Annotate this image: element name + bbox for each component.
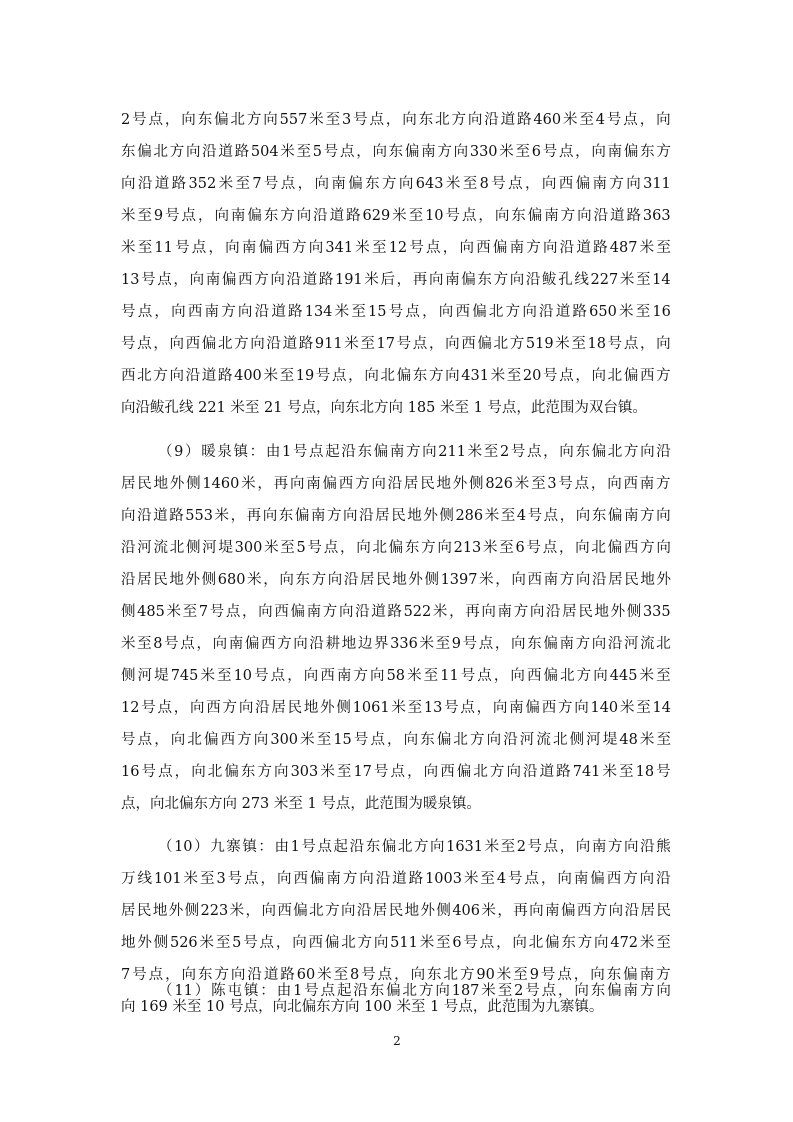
text-line: 米 至 8 号 点 ， 向 南 偏 西 方 向 沿 耕 地 边 界 336 米 至 9 号 点 ， 向 东 偏 南 方 向 沿 河 流 北 bbox=[121, 636, 671, 652]
text-line: 16 号 点 ， 向 北 偏 东 方 向 303 米 至 17 号 点 ， 向 西 偏 北 方 向 沿 道 路 741 米 至 18 号 bbox=[121, 764, 671, 780]
text-line: 向沿鲅孔线 221 米至 21 号点，向东北方向 185 米至 1 号点，此范围为双台镇。 bbox=[121, 400, 647, 416]
text-line: 西 北 方 向 沿 道 路 400 米 至 19 号 点 ， 向 北 偏 东 方 向 431 米 至 20 号 点 ， 向 北 偏 西 方 bbox=[121, 368, 671, 384]
text-line: 7 号 点 ， 向 东 方 向 沿 道 路 60 米 至 8 号 点 ， 向 东 北 方 90 米 至 9 号 点 ， 向 东 偏 南 方 bbox=[121, 967, 671, 983]
text-line: 侧 河 堤 745 米 至 10 号 点 ， 向 西 南 方 向 58 米 至 11 号 点 ， 向 西 偏 北 方 向 445 米 至 bbox=[121, 668, 671, 684]
text-line: 13 号 点 ， 向 南 偏 西 方 向 沿 道 路 191 米 后 ， 再 向 南 偏 东 方 向 沿 鲅 孔 线 227 米 至 14 bbox=[121, 272, 671, 288]
text-line: 地 外 侧 526 米 至 5 号 点 ， 向 西 偏 北 方 向 511 米 至 6 号 点 ， 向 北 偏 东 方 向 472 米 至 bbox=[121, 935, 671, 951]
text-line: 向 沿 道 路 553 米 ， 再 向 东 偏 南 方 向 沿 居 民 地 外 侧 286 米 至 4 号 点 ， 向 东 偏 南 方 向 bbox=[121, 508, 671, 524]
text-line: （ 9 ） 暖 泉 镇 ： 由 1 号 点 起 沿 东 偏 南 方 向 211 米 至 2 号 点 ， 向 东 偏 北 方 向 沿 bbox=[158, 444, 671, 460]
text-line: 米 至 11 号 点 ， 向 南 偏 西 方 向 341 米 至 12 号 点 ， 向 西 偏 南 方 向 沿 道 路 487 米 至 bbox=[121, 240, 671, 256]
text-line: 向 沿 道 路 352 米 至 7 号 点 ， 向 南 偏 东 方 向 643 米 至 8 号 点 ， 向 西 偏 南 方 向 311 bbox=[121, 176, 671, 192]
text-line: 号 点 ， 向 北 偏 西 方 向 300 米 至 15 号 点 ， 向 东 偏 北 方 向 沿 河 流 北 侧 河 堤 48 米 至 bbox=[121, 732, 671, 748]
text-line: 号 点 ， 向 西 偏 北 方 向 沿 道 路 911 米 至 17 号 点 ， 向 西 偏 北 方 519 米 至 18 号 点 ， 向 bbox=[121, 336, 671, 352]
text-line: 沿 居 民 地 外 侧 680 米 ， 向 东 方 向 沿 居 民 地 外 侧 1397 米 ， 向 西 南 方 向 沿 居 民 地 外 bbox=[121, 572, 671, 588]
text-line: 万 线 101 米 至 3 号 点 ， 向 西 偏 南 方 向 沿 道 路 1003 米 至 4 号 点 ， 向 南 偏 西 方 向 沿 bbox=[121, 871, 671, 887]
text-line: 米 至 9 号 点 ， 向 南 偏 东 方 向 沿 道 路 629 米 至 10 号 点 ， 向 东 偏 南 方 向 沿 道 路 363 bbox=[121, 208, 671, 224]
text-line: 2 号 点 ， 向 东 偏 北 方 向 557 米 至 3 号 点 ， 向 东 北 方 向 沿 道 路 460 米 至 4 号 点 ， 向 bbox=[121, 112, 671, 128]
text-line: 居 民 地 外 侧 1460 米 ， 再 向 南 偏 西 方 向 沿 居 民 地 外 侧 826 米 至 3 号 点 ， 向 西 南 方 bbox=[121, 476, 671, 492]
text-line: （ 11 ） 陈 屯 镇 ： 由 1 号 点 起 沿 东 偏 北 方 向 187 米 至 2 号 点 ， 向 东 偏 南 方 向 bbox=[158, 983, 671, 999]
text-line: 东 偏 北 方 向 沿 道 路 504 米 至 5 号 点 ， 向 东 偏 南 方 向 330 米 至 6 号 点 ， 向 南 偏 东 方 bbox=[121, 144, 671, 160]
text-line: 沿 河 流 北 侧 河 堤 300 米 至 5 号 点 ， 向 北 偏 东 方 向 213 米 至 6 号 点 ， 向 北 偏 西 方 向 bbox=[121, 540, 671, 556]
text-line: 居 民 地 外 侧 223 米 ， 向 西 偏 北 方 向 沿 居 民 地 外 侧 406 米 ， 再 向 南 偏 西 方 向 沿 居 民 bbox=[121, 903, 671, 919]
text-line: 向 169 米至 10 号点，向北偏东方向 100 米至 1 号点，此范围为九寨镇。 bbox=[121, 999, 604, 1015]
text-line: （ 10 ） 九 寨 镇 ： 由 1 号 点 起 沿 东 偏 北 方 向 1631 米 至 2 号 点 ， 向 南 方 向 沿 熊 bbox=[158, 839, 671, 855]
text-line: 侧 485 米 至 7 号 点 ， 向 西 偏 南 方 向 沿 道 路 522 米 ， 再 向 南 方 向 沿 居 民 地 外 侧 335 bbox=[121, 604, 671, 620]
text-line: 号 点 ， 向 西 南 方 向 沿 道 路 134 米 至 15 号 点 ， 向 西 偏 北 方 向 沿 道 路 650 米 至 16 bbox=[121, 304, 671, 320]
text-line: 12 号 点 ， 向 西 方 向 沿 居 民 地 外 侧 1061 米 至 13 号 点 ， 向 南 偏 西 方 向 140 米 至 14 bbox=[121, 700, 671, 716]
text-line: 点，向北偏东方向 273 米至 1 号点，此范围为暖泉镇。 bbox=[121, 796, 481, 812]
page-number: 2 bbox=[393, 1034, 401, 1048]
